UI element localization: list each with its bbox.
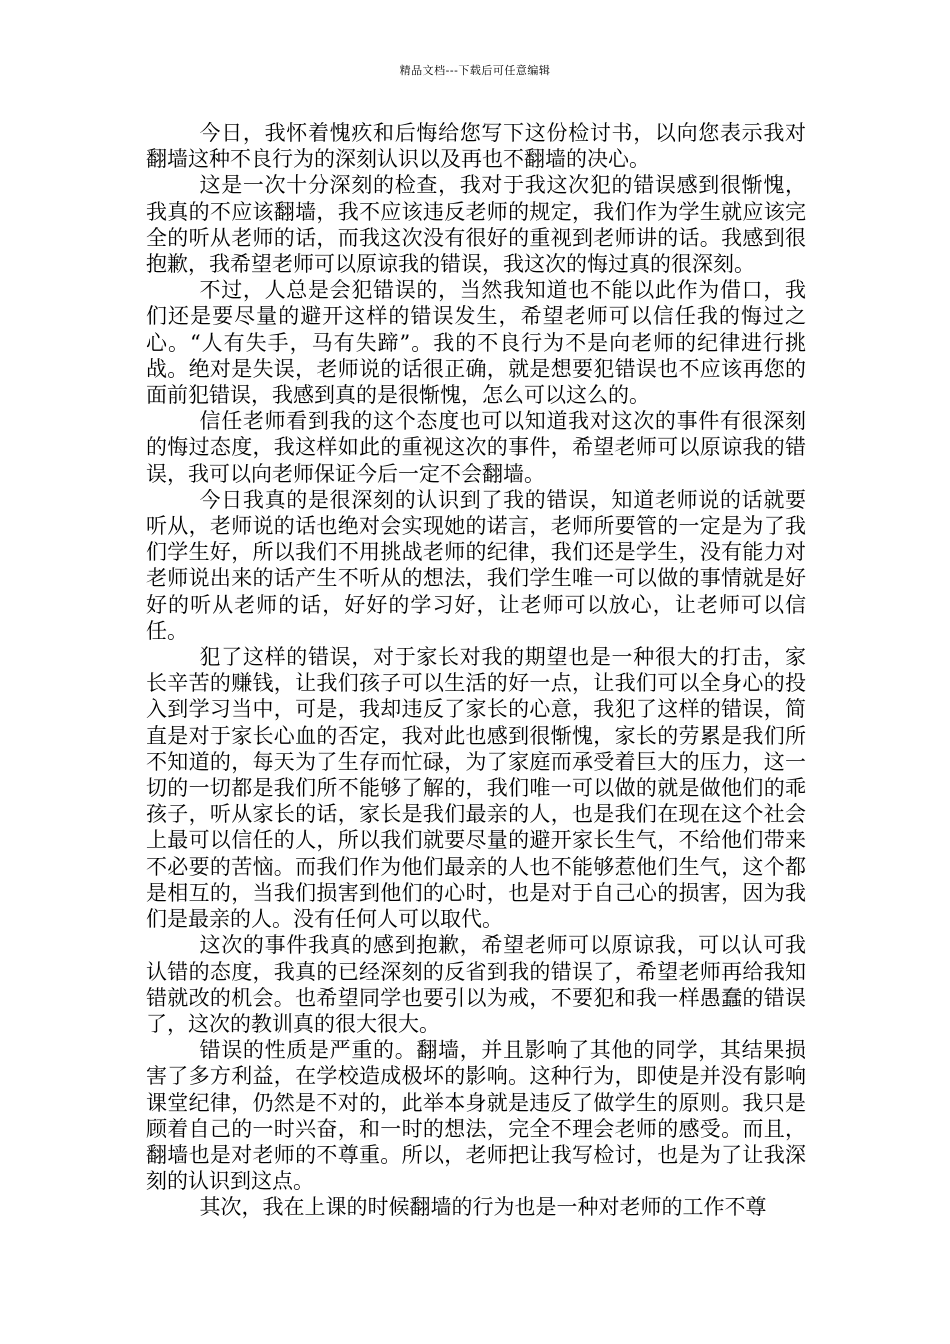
paragraph-1: 今日，我怀着愧疚和后悔给您写下这份检讨书，以向您表示我对翻墙这种不良行为的深刻认识以及再也不翻墙的决心。 (146, 121, 806, 172)
paragraph-7: 这次的事件我真的感到抱歉，希望老师可以原谅我，可以认可我认错的态度，我真的已经深刻的反省到我的错误了，希望老师再给我知错就改的机会。也希望同学也要引以为戒，不要犯和我一样愚蠢的错误了，这次的教训真的很大很大。 (146, 933, 806, 1036)
paragraph-4: 信任老师看到我的这个态度也可以知道我对这次的事件有很深刻的悔过态度，我这样如此的重视这次的事件，希望老师可以原谅我的错误，我可以向老师保证今后一定不会翻墙。 (146, 409, 806, 486)
paragraph-8: 错误的性质是严重的。翻墙，并且影响了其他的同学，其结果损害了多方利益，在学校造成极坏的影响。这种行为，即使是并没有影响课堂纪律，仍然是不对的，此举本身就是违反了做学生的原则。我只是顾着自己的一时兴奋，和一时的想法，完全不理会老师的感受。而且，翻墙也是对老师的不尊重。所以，老师把让我写检讨，也是为了让我深刻的认识到这点。 (146, 1038, 806, 1194)
paragraph-2: 这是一次十分深刻的检查，我对于我这次犯的错误感到很惭愧，我真的不应该翻墙，我不应该违反老师的规定，我们作为学生就应该完全的听从老师的话，而我这次没有很好的重视到老师讲的话。我感到很抱歉，我希望老师可以原谅我的错误，我这次的悔过真的很深刻。 (146, 173, 806, 277)
paragraph-9: 其次，我在上课的时候翻墙的行为也是一种对老师的工作不尊 (199, 1195, 767, 1220)
paragraph-5: 今日我真的是很深刻的认识到了我的错误，知道老师说的话就要听从，老师说的话也绝对会实现她的诺言，老师所要管的一定是为了我们学生好，所以我们不用挑战老师的纪律，我们还是学生，没有能力对老师说出来的话产生不听从的想法，我们学生唯一可以做的事情就是好好的听从老师的话，好好的学习好，让老师可以放心，让老师可以信任。 (146, 487, 806, 643)
paragraph-3: 不过，人总是会犯错误的，当然我知道也不能以此作为借口，我们还是要尽量的避开这样的错误发生，希望老师可以信任我的悔过之心。“人有失手，马有失蹄”。我的不良行为不是向老师的纪律进行挑战。绝对是失误，老师说的话很正确，就是想要犯错误也不应该再您的面前犯错误，我感到真的是很惭愧，怎么可以这么的。 (146, 278, 806, 408)
page-header: 精品文档---下载后可任意编辑 (399, 64, 551, 77)
paragraph-6: 犯了这样的错误，对于家长对我的期望也是一种很大的打击，家长辛苦的赚钱，让我们孩子可以生活的好一点，让我们可以全身心的投入到学习当中，可是，我却违反了家长的心意，我犯了这样的错误，简直是对于家长心血的否定，我对此也感到很惭愧，家长的劳累是我们所不知道的，每天为了生存而忙碌，为了家庭而承受着巨大的压力，这一切的一切都是我们所不能够了解的，我们唯一可以做的就是做他们的乖孩子，听从家长的话，家长是我们最亲的人，也是我们在现在这个社会上最可以信任的人，所以我们就要尽量的避开家长生气，不给他们带来不必要的苦恼。而我们作为他们最亲的人也不能够惹他们生气，这个都是相互的，当我们损害到他们的心时，也是对于自己心的损害，因为我们是最亲的人。没有任何人可以取代。 (146, 645, 806, 932)
document-body (146, 120, 806, 1221)
